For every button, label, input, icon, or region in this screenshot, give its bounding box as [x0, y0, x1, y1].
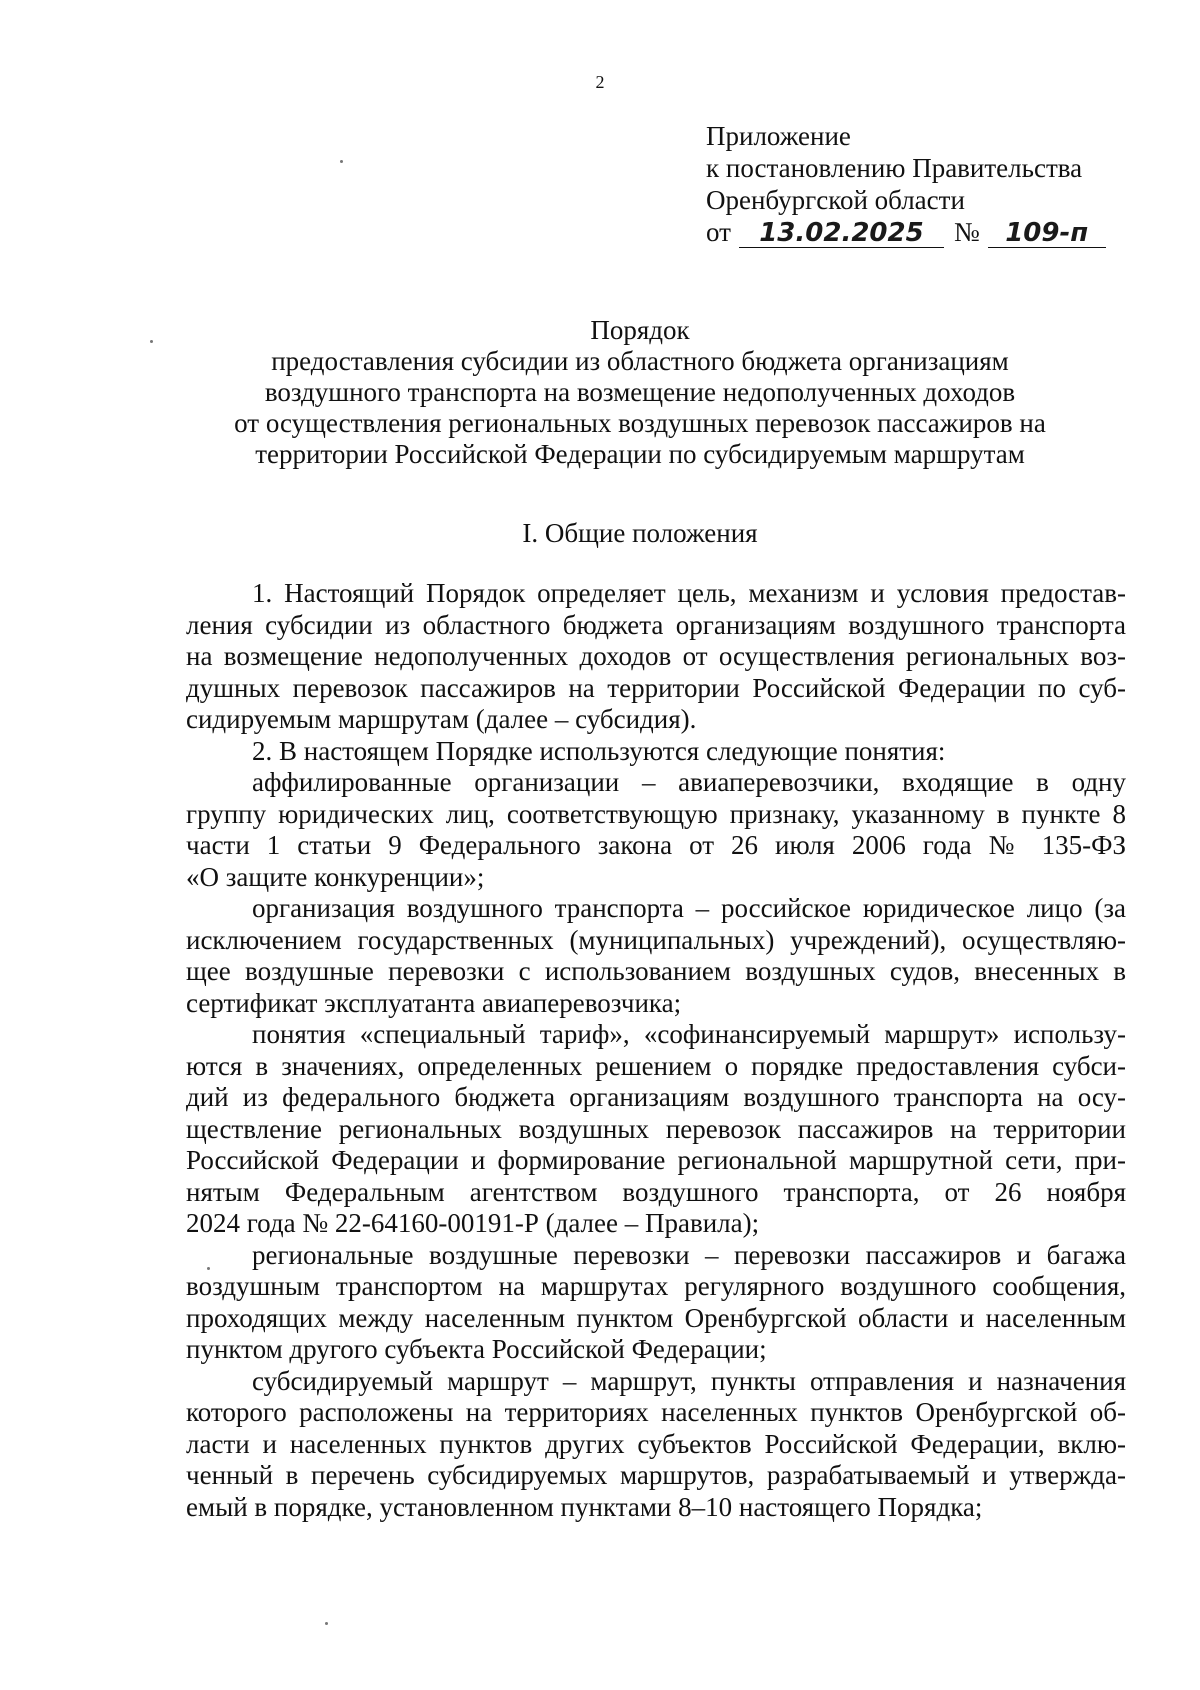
title-line-2: воздушного транспорта на возмещение недополученных доходов [264, 377, 1016, 407]
body-line: ченный в перечень субсидируемых маршрутов, разрабатываемый и утвержда- [186, 1460, 1126, 1490]
body-line: пунктом другого субъекта Российской Федерации; [186, 1334, 767, 1364]
body-line: ществление региональных воздушных перевозок пассажиров на территории [186, 1113, 1126, 1144]
body-line: аффилированные организации – авиаперевозчики, входящие в одну [252, 767, 1126, 797]
body-line: сидируемым маршрутам (далее – субсидия). [186, 704, 697, 734]
scan-speck [325, 1622, 328, 1625]
body-line: ются в значениях, определенных решением о порядке предоставления субси- [186, 1050, 1126, 1081]
number-label: № [953, 217, 980, 247]
handwritten-number: 109-п [988, 219, 1106, 248]
appendix-date-line [706, 216, 1146, 248]
document-title [160, 315, 1120, 470]
body-line: ласти и населенных пунктов других субъектов Российской Федерации, вклю- [186, 1428, 1126, 1459]
body-line: ления субсидии из областного бюджета организациям воздушного транспорта [186, 609, 1126, 640]
scan-speck [340, 160, 343, 163]
body-text [186, 578, 1126, 1523]
title-line-1: предоставления субсидии из областного бюджета организациям [271, 346, 1009, 376]
body-line: понятия «специальный тариф», «софинансируемый маршрут» использу- [252, 1019, 1126, 1049]
scan-speck [150, 340, 153, 343]
body-line: части 1 статьи 9 Федерального закона от 26 июля 2006 года № 135-ФЗ [186, 830, 1126, 860]
title-heading: Порядок [590, 315, 690, 345]
body-line: субсидируемый маршрут – маршрут, пункты отправления и назначения [252, 1365, 1126, 1396]
body-line: группу юридических лиц, соответствующую признаку, указанному в пункте 8 [186, 798, 1126, 829]
appendix-line-2: к постановлению Правительства [706, 153, 1083, 183]
appendix-line-1: Приложение [706, 121, 851, 151]
body-line: организация воздушного транспорта – российское юридическое лицо (за [252, 893, 1126, 923]
scan-speck [207, 1267, 210, 1270]
body-line: емый в порядке, установленном пунктами 8–10 настоящего Порядка; [186, 1491, 983, 1522]
body-line: 1. Настоящий Порядок определяет цель, механизм и условия предостав- [252, 578, 1126, 608]
page-number: 2 [595, 72, 605, 92]
from-label: от [706, 217, 731, 247]
body-line: на возмещение недополученных доходов от осуществления региональных воз- [186, 641, 1126, 671]
body-line: которого расположены на территориях населенных пунктов Оренбургской об- [186, 1397, 1126, 1427]
body-line: региональные воздушные перевозки – перевозки пассажиров и багажа [252, 1239, 1126, 1270]
body-line: щее воздушные перевозки с использованием воздушных судов, внесенных в [186, 956, 1126, 986]
appendix-block [706, 120, 1146, 248]
body-line: воздушным транспортом на маршрутах регулярного воздушного сообщения, [186, 1271, 1126, 1301]
body-line: Российской Федерации и формирование региональной маршрутной сети, при- [186, 1145, 1126, 1175]
handwritten-date: 13.02.2025 [739, 219, 944, 248]
body-line: 2. В настоящем Порядке используются следующие понятия: [252, 735, 946, 766]
body-line: проходящих между населенным пунктом Оренбургской области и населенным [186, 1302, 1126, 1333]
body-line: душных перевозок пассажиров на территории Российской Федерации по суб- [186, 672, 1126, 703]
section-heading: I. Общие положения [522, 518, 758, 548]
appendix-line-3: Оренбургской области [706, 185, 965, 215]
body-line: дий из федерального бюджета организациям воздушного транспорта на осу- [186, 1082, 1126, 1112]
body-line: исключением государственных (муниципальных) учреждений), осуществляю- [186, 924, 1126, 955]
title-line-3: от осуществления региональных воздушных перевозок пассажиров на [234, 408, 1046, 438]
body-line: 2024 года № 22-64160-00191-Р (далее – Правила); [186, 1208, 760, 1238]
body-line: «О защите конкуренции»; [186, 861, 485, 892]
body-line: нятым Федеральным агентством воздушного транспорта, от 26 ноября [186, 1176, 1126, 1207]
title-line-4: территории Российской Федерации по субсидируемым маршрутам [255, 439, 1025, 469]
body-line: сертификат эксплуатанта авиаперевозчика; [186, 987, 682, 1018]
